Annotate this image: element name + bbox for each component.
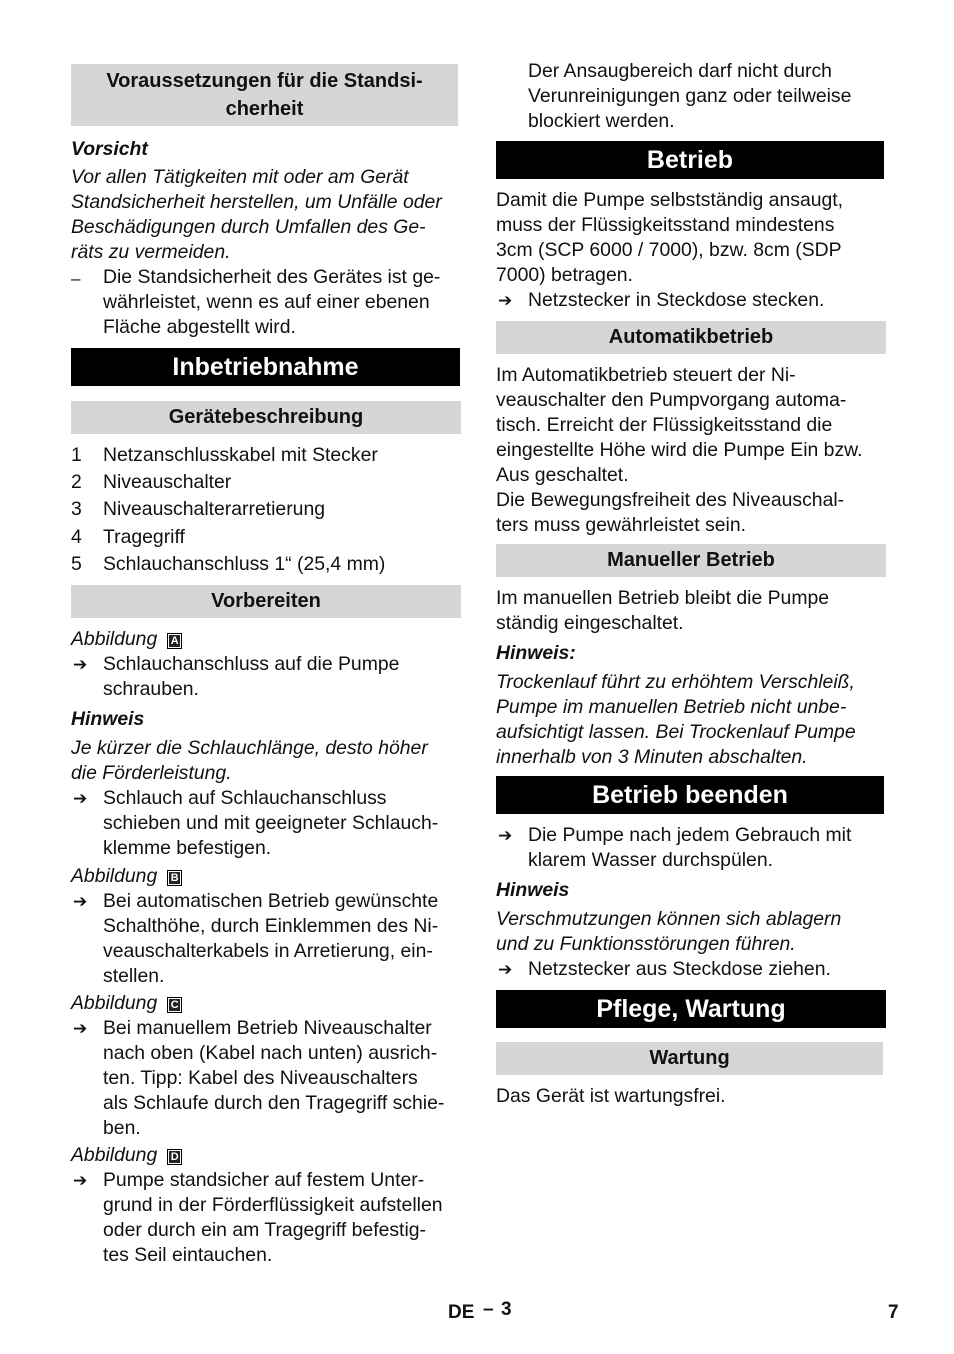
dash-line: währleistet, wenn es auf einer ebenen — [103, 291, 430, 313]
arrow-right-icon: ➔ — [73, 655, 88, 674]
figure-c-icon: C — [167, 997, 182, 1013]
hinweis-line: aufsichtigt lassen. Bei Trockenlauf Pumpe — [496, 721, 856, 743]
step-line: als Schlaufe durch den Tragegriff schie- — [103, 1092, 445, 1114]
step-line: ben. — [103, 1117, 141, 1139]
dash-line: Fläche abgestellt wird. — [103, 316, 296, 338]
hinweis-line: Pumpe im manuellen Betrieb nicht unbe- — [496, 696, 847, 718]
manuell-line: ständig eingeschaltet. — [496, 612, 684, 634]
step-line: grund in der Förderflüssigkeit aufstellen — [103, 1194, 443, 1216]
figure-a-icon: A — [167, 633, 182, 649]
intro-line: Der Ansaugbereich darf nicht durch — [528, 60, 832, 82]
figure-d-icon: D — [167, 1149, 182, 1165]
section-title-pflege-wartung: Pflege, Wartung — [496, 990, 886, 1028]
heading-vorbereiten: Vorbereiten — [71, 585, 461, 618]
arrow-right-icon: ➔ — [498, 960, 513, 979]
list-item: Schlauchanschluss 1“ (25,4 mm) — [103, 553, 386, 575]
automatik-line: ters muss gewährleistet sein. — [496, 514, 747, 536]
hinweis-line: die Förderleistung. — [71, 762, 232, 784]
automatik-line: Aus geschaltet. — [496, 464, 629, 486]
betrieb-line: 3cm (SCP 6000 / 7000), bzw. 8cm (SDP — [496, 239, 842, 261]
intro-line: Verunreinigungen ganz oder teilweise — [528, 85, 852, 107]
step-line: Schlauch auf Schlauchanschluss — [103, 787, 387, 809]
arrow-right-icon: ➔ — [73, 1019, 88, 1038]
hinweis-line: Trockenlauf führt zu erhöhtem Verschleiß, — [496, 671, 855, 693]
step-line: klarem Wasser durchspülen. — [528, 849, 773, 871]
automatik-line: Die Bewegungsfreiheit des Niveauschal- — [496, 489, 845, 511]
step-line: Schlauchanschluss auf die Pumpe — [103, 653, 400, 675]
section-title-betrieb: Betrieb — [496, 141, 884, 179]
step-line: stellen. — [103, 965, 165, 987]
heading-wartung: Wartung — [496, 1042, 883, 1075]
automatik-line: Im Automatikbetrieb steuert der Ni- — [496, 364, 796, 386]
step-line: nach oben (Kabel nach unten) ausrich- — [103, 1042, 438, 1064]
list-item: Niveauschalter — [103, 471, 232, 493]
caution-line: Beschädigungen durch Umfallen des Ge- — [71, 216, 426, 238]
hinweis-label: Hinweis — [71, 708, 145, 730]
list-number: 3 — [71, 498, 82, 520]
figure-ref: Abbildung D — [71, 1143, 182, 1168]
automatik-line: veauschalter den Pumpvorgang automa- — [496, 389, 847, 411]
step-line: Bei automatischen Betrieb gewünschte — [103, 890, 439, 912]
step-line: schieben und mit geeigneter Schlauch- — [103, 812, 439, 834]
list-number: 1 — [71, 444, 82, 466]
list-number: 4 — [71, 526, 82, 548]
footer-dash: – — [483, 1299, 494, 1320]
hinweis-line: Je kürzer die Schlauchlänge, desto höher — [71, 737, 428, 759]
arrow-right-icon: ➔ — [73, 892, 88, 911]
arrow-right-icon: ➔ — [498, 291, 513, 310]
dash-marker: – — [71, 269, 81, 288]
step-line: Pumpe standsicher auf festem Unter- — [103, 1169, 425, 1191]
step-line: klemme befestigen. — [103, 837, 272, 859]
list-number: 5 — [71, 553, 82, 575]
step-line: Schalthöhe, durch Einklemmen des Ni- — [103, 915, 439, 937]
caution-label: Vorsicht — [71, 138, 148, 160]
section-title-inbetriebnahme: Inbetriebnahme — [71, 348, 460, 386]
footer-lang: DE — [448, 1302, 475, 1323]
step-line: Netzstecker in Steckdose stecken. — [528, 289, 825, 311]
hinweis-label: Hinweis: — [496, 642, 576, 664]
figure-ref: Abbildung B — [71, 864, 182, 889]
page-number: 7 — [888, 1302, 899, 1323]
heading-manueller-betrieb: Manueller Betrieb — [496, 544, 886, 577]
list-number: 2 — [71, 471, 82, 493]
hinweis-label: Hinweis — [496, 879, 570, 901]
step-line: schrauben. — [103, 678, 199, 700]
list-item: Netzanschlusskabel mit Stecker — [103, 444, 378, 466]
heading-standsicherheit: Voraussetzungen für die Standsi- cherheit — [71, 64, 458, 126]
footer-section-page: 3 — [501, 1299, 512, 1320]
betrieb-line: muss der Flüssigkeitsstand mindestens — [496, 214, 835, 236]
step-line: Bei manuellem Betrieb Niveauschalter — [103, 1017, 432, 1039]
figure-b-icon: B — [167, 870, 182, 886]
heading-geraetebeschreibung: Gerätebeschreibung — [71, 401, 461, 434]
arrow-right-icon: ➔ — [73, 1171, 88, 1190]
list-item: Tragegriff — [103, 526, 185, 548]
caution-line: Standsicherheit herstellen, um Unfälle oder — [71, 191, 442, 213]
step-line: tes Seil eintauchen. — [103, 1244, 273, 1266]
figure-ref: Abbildung A — [71, 627, 182, 652]
manuell-line: Im manuellen Betrieb bleibt die Pumpe — [496, 587, 830, 609]
hinweis-line: Verschmutzungen können sich ablagern — [496, 908, 842, 930]
betrieb-line: Damit die Pumpe selbstständig ansaugt, — [496, 189, 844, 211]
hinweis-line: und zu Funktionsstörungen führen. — [496, 933, 796, 955]
caution-line: Vor allen Tätigkeiten mit oder am Gerät — [71, 166, 409, 188]
step-line: veauschalterkabels in Arretierung, ein- — [103, 940, 433, 962]
list-item: Niveauschalterarretierung — [103, 498, 326, 520]
section-title-betrieb-beenden: Betrieb beenden — [496, 776, 884, 814]
automatik-line: eingestellte Höhe wird die Pumpe Ein bzw. — [496, 439, 863, 461]
dash-line: Die Standsicherheit des Gerätes ist ge- — [103, 266, 441, 288]
caution-line: räts zu vermeiden. — [71, 241, 231, 263]
heading-automatikbetrieb: Automatikbetrieb — [496, 321, 886, 354]
step-line: Die Pumpe nach jedem Gebrauch mit — [528, 824, 852, 846]
hinweis-line: innerhalb von 3 Minuten abschalten. — [496, 746, 808, 768]
step-line: oder durch ein am Tragegriff befestig- — [103, 1219, 426, 1241]
intro-line: blockiert werden. — [528, 110, 675, 132]
figure-ref: Abbildung C — [71, 991, 182, 1016]
arrow-right-icon: ➔ — [73, 789, 88, 808]
arrow-right-icon: ➔ — [498, 826, 513, 845]
automatik-line: tisch. Erreicht der Flüssigkeitsstand die — [496, 414, 833, 436]
wartung-text: Das Gerät ist wartungsfrei. — [496, 1085, 726, 1107]
step-line: ten. Tipp: Kabel des Niveauschalters — [103, 1067, 418, 1089]
step-line: Netzstecker aus Steckdose ziehen. — [528, 958, 831, 980]
betrieb-line: 7000) betragen. — [496, 264, 633, 286]
